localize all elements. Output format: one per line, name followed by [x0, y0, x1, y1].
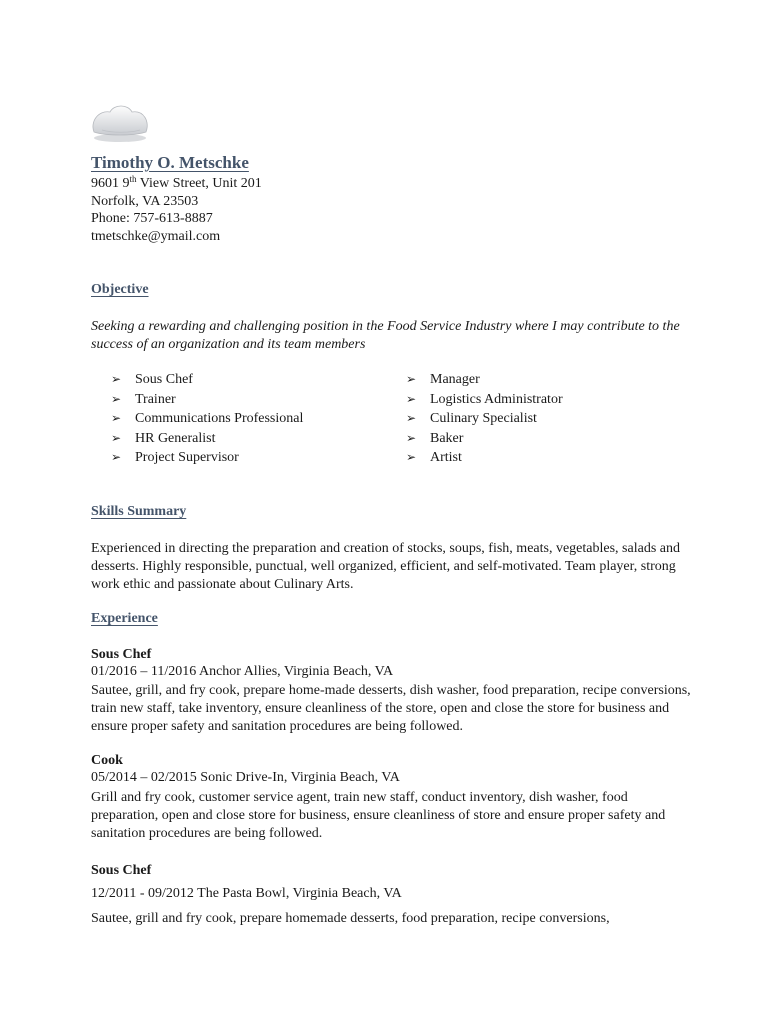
roles-list-right	[406, 370, 563, 468]
role-item	[406, 448, 563, 468]
city-line: Norfolk, VA 23503	[91, 193, 199, 209]
job-description: Grill and fry cook, customer service agent, train new staff, conduct inventory, dish washer, food preparation, open and close store for business, ensure cleanliness of store and ensure proper safety and sanitation procedures are being followed.	[91, 790, 666, 841]
role-item	[406, 429, 563, 449]
role-label: HR Generalist	[135, 430, 216, 446]
role-item	[111, 448, 303, 468]
email-line: tmetschke@ymail.com	[91, 228, 221, 244]
arrow-bullet-icon: ➢	[111, 372, 122, 386]
arrow-bullet-icon: ➢	[406, 391, 417, 406]
arrow-bullet-icon: ➢	[111, 411, 122, 425]
role-label: Manager	[430, 372, 480, 387]
job-meta: 05/2014 – 02/2015 Sonic Drive-In, Virginia Beach, VA	[91, 770, 400, 785]
job-description: Sautee, grill, and fry cook, prepare home-made desserts, dish washer, food preparation, recipe conversions, train new staff, take inventory, ensure cleanliness of the store, open and close the store for business and ensure proper safety and sanitation procedures are being followed.	[91, 683, 691, 734]
role-label: Communications Professional	[135, 411, 304, 426]
chef-hat-icon	[88, 100, 152, 144]
role-label: Baker	[430, 430, 464, 446]
job-description: Sautee, grill and fry cook, prepare homemade desserts, food preparation, recipe conversions,	[91, 911, 610, 926]
arrow-bullet-icon: ➢	[406, 411, 417, 425]
arrow-bullet-icon: ➢	[406, 372, 417, 386]
role-label: Sous Chef	[135, 372, 193, 387]
role-label: Trainer	[135, 391, 176, 407]
role-item	[111, 390, 303, 410]
contact-block	[91, 175, 262, 245]
role-item	[406, 390, 563, 410]
job-title: Sous Chef	[91, 647, 152, 662]
role-item	[406, 409, 563, 429]
role-label: Culinary Specialist	[430, 411, 537, 426]
objective-heading: Objective	[91, 282, 149, 297]
phone-line: Phone: 757-613-8887	[91, 211, 213, 226]
job-title: Sous Chef	[91, 863, 152, 878]
role-item	[111, 370, 303, 390]
arrow-bullet-icon: ➢	[111, 430, 122, 445]
role-label: Project Supervisor	[135, 450, 239, 465]
skills-heading: Skills Summary	[91, 504, 187, 519]
candidate-name: Timothy O. Metschke	[91, 153, 249, 172]
objective-text: Seeking a rewarding and challenging position in the Food Service Industry where I may contribute to the success of an organization and its team members	[91, 319, 680, 352]
role-label: Logistics Administrator	[430, 391, 563, 407]
arrow-bullet-icon: ➢	[111, 391, 122, 406]
address-line: 9601 9th View Street, Unit 201	[91, 174, 262, 191]
role-item	[111, 409, 303, 429]
role-item	[111, 429, 303, 449]
roles-list-left	[111, 370, 303, 468]
arrow-bullet-icon: ➢	[406, 430, 417, 445]
role-label: Artist	[430, 450, 462, 465]
job-meta: 01/2016 – 11/2016 Anchor Allies, Virginia Beach, VA	[91, 664, 394, 679]
job-meta: 12/2011 - 09/2012 The Pasta Bowl, Virginia Beach, VA	[91, 886, 402, 901]
experience-heading: Experience	[91, 611, 158, 626]
role-item	[406, 370, 563, 390]
arrow-bullet-icon: ➢	[111, 450, 122, 464]
arrow-bullet-icon: ➢	[406, 450, 417, 464]
skills-text: Experienced in directing the preparation and creation of stocks, soups, fish, meats, vegetables, salads and desserts. Highly responsible, punctual, well organized, efficient, and self-motivated. Team player, strong work ethic and passionate about Culinary Arts.	[91, 541, 680, 592]
job-title: Cook	[91, 753, 123, 768]
